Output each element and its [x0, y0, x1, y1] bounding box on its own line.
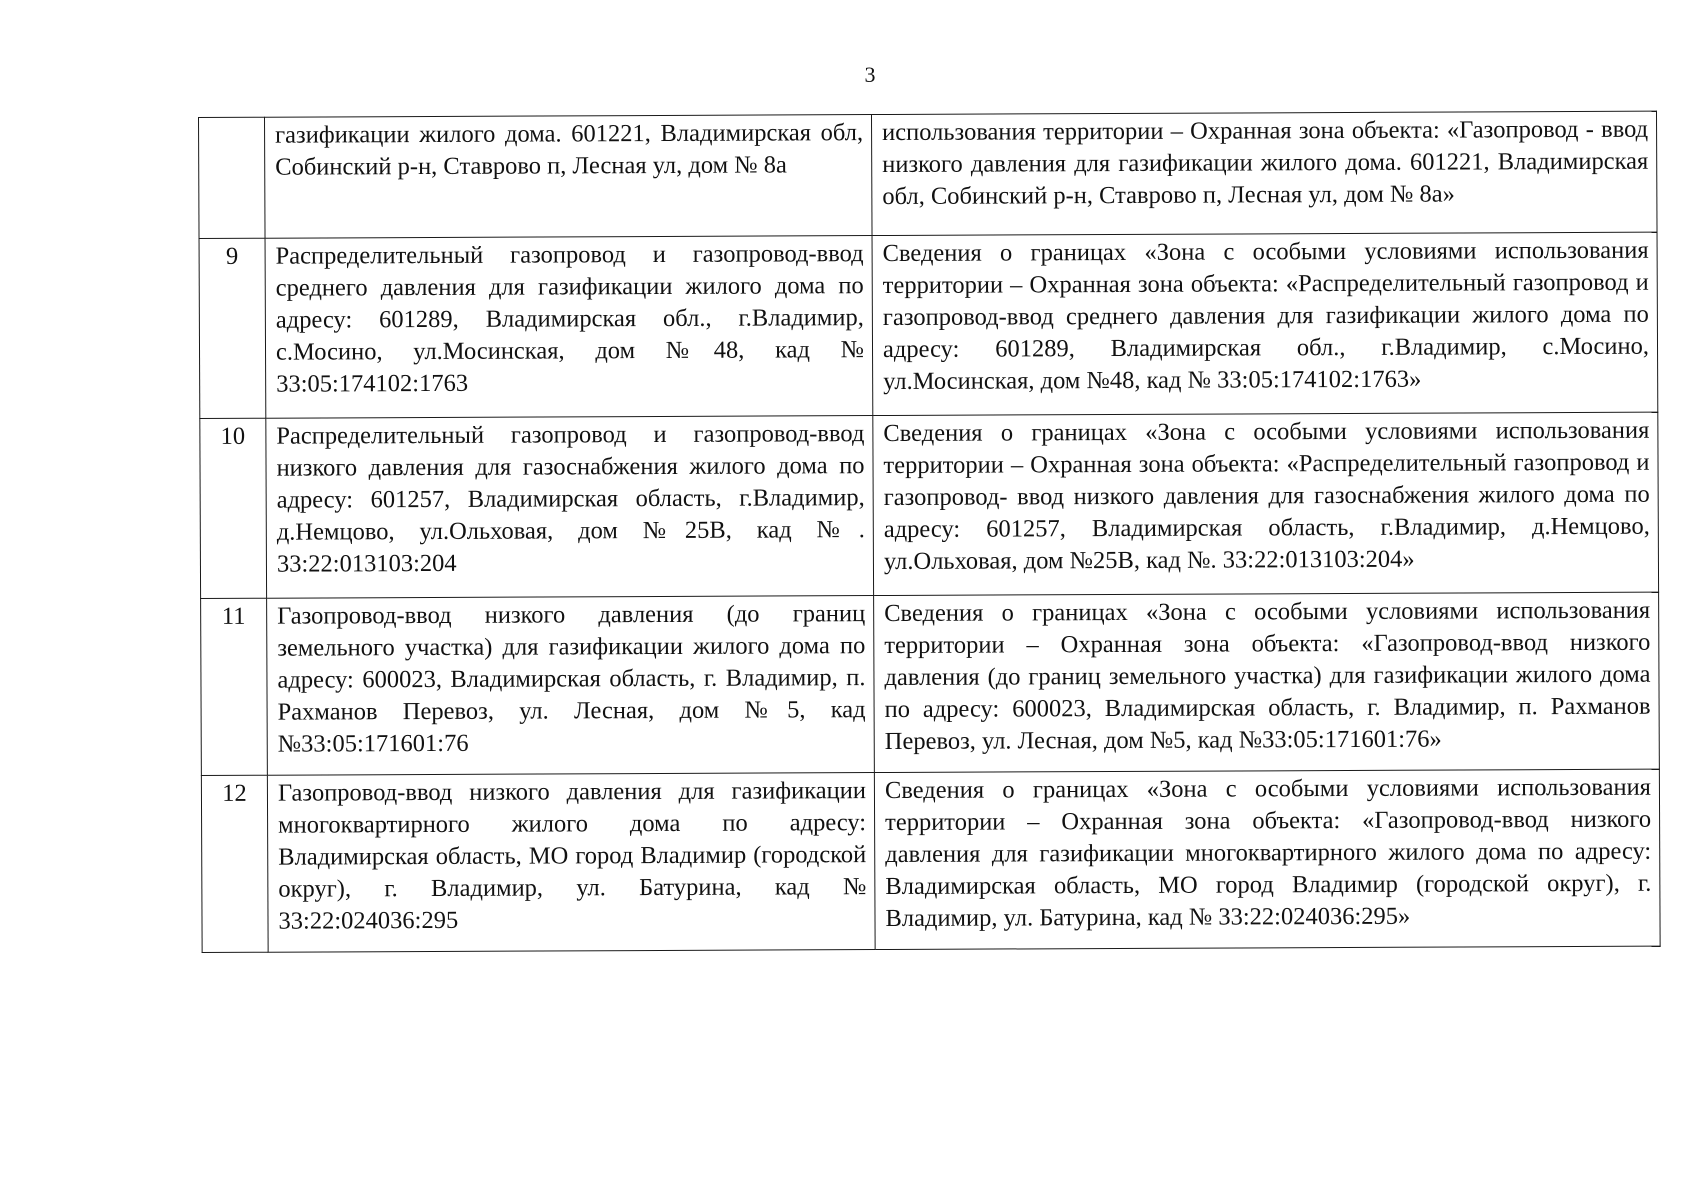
page-number: 3	[864, 62, 876, 87]
zone-info-cell: использования территории – Охранная зона объекта: «Газопровод - ввод низкого давления для газификации жилого дома. 601221, Владимирская обл, Собинский р-н, Ставрово п, Лесная ул, дом № 8а»	[871, 111, 1657, 235]
zone-info-cell: Сведения о границах «Зона с особыми условиями использования территории – Охранная зона объекта: «Газопровод-ввод низкого давления для газификации многоквартирного жилого дома по адресу: Владимирская область, МО город Владимир (городской округ), г. Владимир, ул. Батурина, кад № 33:22:024036:295»	[874, 769, 1660, 949]
table-row	[201, 592, 1660, 775]
table-row	[201, 769, 1660, 952]
object-name-cell: Газопровод-ввод низкого давления для газификации многоквартирного жилого дома по адресу: Владимирская область, МО город Владимир (городской округ), г. Владимир, ул. Батурина, кад № 33:22:024036:295	[267, 773, 875, 953]
object-name-cell: Распределительный газопровод и газопровод-ввод среднего давления для газификации жилого дома по адресу: 601289, Владимирская обл., г.Владимир, с.Мосино, ул.Мосинская, дом №48, кад № 33:05:174102:1763	[265, 236, 873, 419]
row-number-cell	[199, 117, 266, 238]
zone-info-cell: Сведения о границах «Зона с особыми условиями использования территории – Охранная зона объекта: «Распределительный газопровод и газопровод- ввод низкого давления для газоснабжения жилого дома по адресу: 601257, Владимирская область, г.Владимир, д.Немцово, ул.Ольховая, дом №25В, кад №. 33:22:013103:204»	[873, 412, 1659, 595]
zone-info-cell: Сведения о границах «Зона с особыми условиями использования территории – Охранная зона объекта: «Распределительный газопровод и газопровод-ввод среднего давления для газификации жилого дома по адресу: 601289, Владимирская обл., г.Владимир, с.Мосино, ул.Мосинская, дом №48, кад № 33:05:174102:1763»	[872, 232, 1658, 415]
zone-info-cell: Сведения о границах «Зона с особыми условиями использования территории – Охранная зона объекта: «Газопровод-ввод низкого давления (до границ земельного участка) для газификации жилого дома по адресу: 600023, Владимирская область, г. Владимир, п. Рахманов Перевоз, ул. Лесная, дом №5, кад №33:05:171601:76»	[874, 592, 1660, 772]
row-number-cell: 10	[200, 418, 267, 598]
row-number-cell: 11	[201, 598, 268, 775]
table-row	[200, 412, 1659, 598]
table-row	[199, 232, 1658, 418]
table-row	[199, 111, 1658, 238]
object-name-cell: газификации жилого дома. 601221, Владимирская обл, Собинский р-н, Ставрово п, Лесная ул, дом № 8а	[265, 115, 873, 239]
row-number-cell: 9	[199, 238, 266, 418]
row-number-cell: 12	[201, 775, 268, 952]
registry-table	[198, 111, 1661, 953]
object-name-cell: Распределительный газопровод и газопровод-ввод низкого давления для газоснабжения жилого дома по адресу: 601257, Владимирская область, г.Владимир, д.Немцово, ул.Ольховая, дом №25В, кад №. 33:22:013103:204	[266, 416, 874, 599]
object-name-cell: Газопровод-ввод низкого давления (до границ земельного участка) для газификации жилого дома по адресу: 600023, Владимирская область, г. Владимир, п. Рахманов Перевоз, ул. Лесная, дом №5, кад №33:05:171601:76	[267, 596, 875, 776]
